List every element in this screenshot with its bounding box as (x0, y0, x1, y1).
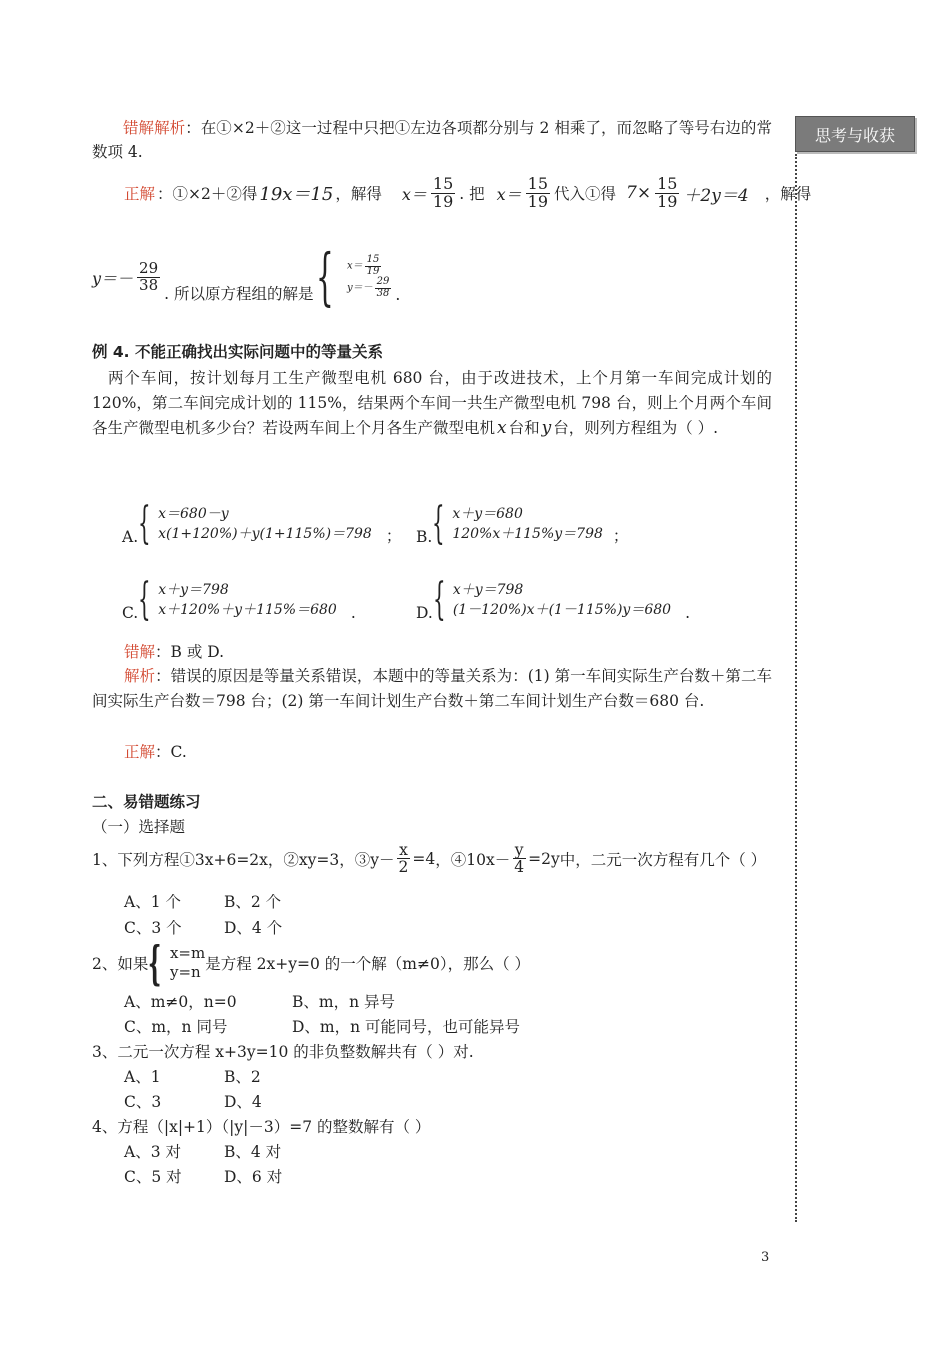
q1-option-d[interactable]: D、4 个 (224, 919, 283, 937)
question-2: 2、如果 { x=m y=n 是方程 2x+y=0 的一个解（m≠0），那么（ ） (92, 936, 531, 990)
wrong-analysis-paragraph (92, 116, 772, 164)
correct-solution-line-2 (92, 240, 401, 313)
option-a[interactable]: A. { x＝680－y x(1+120%)＋y(1+115%)＝798 ； (122, 498, 402, 549)
var-y: y (541, 418, 552, 438)
solution-system: { x＝ $\frac{15}{19}$ y＝－ $\frac{29}{38}$ (315, 240, 390, 313)
q4-option-c[interactable]: C、5 对 (124, 1168, 182, 1186)
q1-option-b[interactable]: B、2 个 (224, 893, 282, 911)
q1-option-a[interactable]: A、1 个 (124, 893, 181, 911)
equation-19x: 19x＝15 (259, 184, 334, 206)
q2-option-a[interactable]: A、m≠0，n=0 (124, 993, 237, 1011)
conclusion-text: . 所以原方程组的解是 (164, 285, 314, 303)
option-d[interactable]: D. { x＋y＝798 (1－120%)x＋(1－115%)y＝680 . (416, 574, 690, 625)
q4-option-a[interactable]: A、3 对 (124, 1143, 181, 1161)
substitute-into-text: 代入①得 (554, 185, 617, 204)
q2-option-d[interactable]: D、m，n 可能同号，也可能异号 (292, 1018, 521, 1036)
example-4-title: 例 4. 不能正确找出实际问题中的等量关系 (92, 343, 383, 361)
question-3: 3、二元一次方程 x+3y=10 的非负整数解共有（ ）对. (92, 1043, 474, 1061)
solve-text-2: ，解得 (764, 185, 812, 204)
var-x: x (497, 418, 507, 438)
x-value-fraction-2: $\frac{15}{19}$ (527, 174, 548, 211)
q4-option-b[interactable]: B、4 对 (224, 1143, 282, 1161)
q2-option-b[interactable]: B、m，n 异号 (292, 993, 395, 1011)
section-2-title: 二、易错题练习 (92, 792, 201, 811)
sidebar-title: 思考与收获 (795, 116, 915, 152)
q3-option-d[interactable]: D、4 (224, 1093, 262, 1111)
equation-3-lhs: 7× (626, 183, 652, 204)
example-4-correct: 正解：C. (124, 743, 187, 761)
x-value-lhs-2: x＝ (496, 184, 522, 204)
correct-solution-line-1 (124, 176, 811, 211)
equation-3-fraction: $\frac{15}{19}$ (657, 174, 678, 211)
wrong-analysis-label: 错解解析 (123, 119, 186, 137)
example-4-wrong: 错解：B 或 D. (124, 643, 225, 661)
q1-option-c[interactable]: C、3 个 (124, 919, 182, 937)
question-4: 4、方程（|x|+1）（|y|－3）=7 的整数解有（ ） (92, 1118, 431, 1136)
x-value-lhs: x＝ (401, 184, 427, 204)
correct-lead-text: ：①×2＋②得 (157, 185, 258, 204)
q3-option-c[interactable]: C、3 (124, 1093, 162, 1111)
conclusion-end: . (395, 286, 401, 304)
option-b[interactable]: B. { x＋y＝680 120%x＋115%y＝798 ； (416, 498, 629, 549)
y-value-fraction: $\frac{29}{38}$ (139, 258, 159, 294)
sidebar-dotted-divider (795, 154, 797, 1222)
q2-option-c[interactable]: C、m，n 同号 (124, 1018, 228, 1036)
section-2-subtitle: （一）选择题 (92, 818, 186, 836)
question-1: 1、下列方程①3x+6=2x，②xy=3，③ y－ $\frac{x}{2}$ =4 ，④ 10x－ $\frac{y}{4}$ =2y 中，二元一次方程有几个（ ） (92, 841, 767, 877)
substitute-text: . 把 (459, 185, 485, 204)
equation-3-rhs: ＋2y＝4 (683, 185, 749, 206)
solve-text: ，解得 (335, 185, 382, 204)
example-4-problem: 两个车间，按计划每月工生产微型电机 680 台，由于改进技术，上个月第一车间完成计划的 120%，第二车间完成计划的 115%，结果两个车间一共生产微型电机 798 台，则上个月两个车间各生产微型电机多少台？若设两车间上个月各生产微型电机 x 台和 y 台，则列方程组为（ ）. (92, 369, 772, 438)
q3-option-b[interactable]: B、2 (224, 1068, 261, 1086)
q4-option-d[interactable]: D、6 对 (224, 1168, 283, 1186)
y-value-lhs: y＝－ (92, 268, 134, 288)
option-c[interactable]: C. { x＋y＝798 x＋120%＋y＋115%＝680 . (122, 574, 356, 625)
q3-option-a[interactable]: A、1 (124, 1068, 161, 1086)
example-4-analysis: 解析：错误的原因是等量关系错误，本题中的等量关系为：(1) 第一车间实际生产台数＋第二车间实际生产台数＝798 台；(2) 第一车间计划生产台数＋第二车间计划生产台数＝680 台. (92, 667, 772, 710)
x-value-fraction: $\frac{15}{19}$ (432, 174, 454, 211)
page-number: 3 (761, 1250, 770, 1265)
wrong-analysis-text: ：在①×2＋②这一过程中只把①左边各项都分别与 2 相乘了，而忽略了等号右边的常数项 4. (92, 119, 772, 161)
correct-label: 正解 (124, 185, 156, 204)
